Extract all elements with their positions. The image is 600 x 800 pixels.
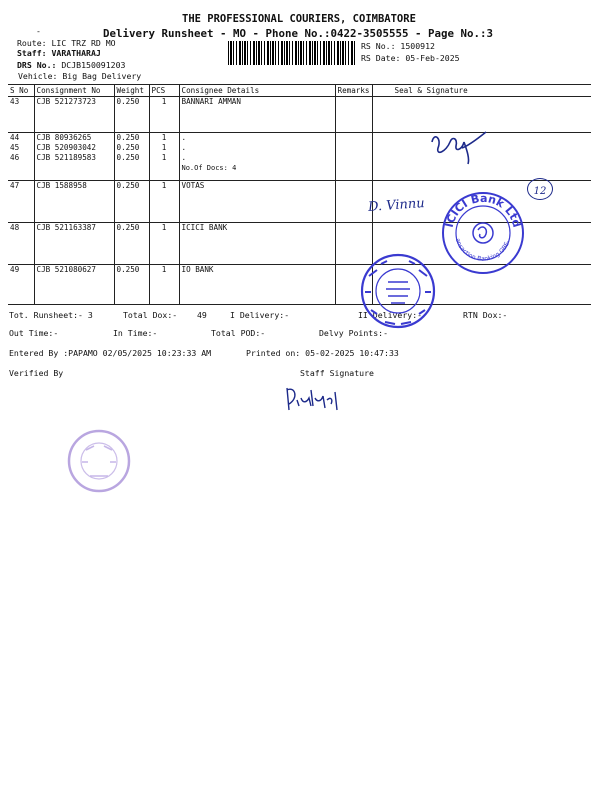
consignee: . (181, 133, 187, 142)
sno: 46 (10, 153, 20, 162)
consignment-no: CJB 521189583 (36, 153, 96, 162)
consignee: BANNARI AMMAN (181, 97, 241, 106)
company-title: THE PROFESSIONAL COURIERS, COIMBATORE (182, 13, 416, 25)
icici-stamp-subtext: Transaction Banking GBE-18 (438, 185, 512, 263)
bank-round-stamp (355, 252, 441, 334)
total-dox-value: 49 (197, 310, 207, 320)
table-header-row (8, 85, 591, 97)
consignee: ICICI BANK (181, 223, 228, 232)
faded-purple-stamp (64, 428, 134, 498)
sno: 45 (10, 143, 20, 152)
pcs: 1 (161, 143, 167, 152)
tot-runsheet: Tot. Runsheet:- 3 (9, 310, 93, 320)
header-mark: - (36, 26, 41, 36)
pcs: 1 (161, 133, 167, 142)
consignment-no: CJB 521273723 (36, 97, 96, 106)
staff-signature-label: Staff Signature (300, 368, 374, 378)
pcs: 1 (161, 153, 167, 162)
drs-label: DRS No.: (17, 60, 57, 70)
in-time: In Time:- (113, 328, 158, 338)
staff-label: Staff: VARATHARAJ (17, 48, 101, 58)
rtn-dox: RTN Dox:- (463, 310, 508, 320)
entered-by: Entered By :PAPAMO 02/05/2025 10:23:33 AM (9, 348, 212, 358)
table-row (8, 97, 591, 133)
verified-by: Verified By (9, 368, 64, 378)
sno: 49 (10, 265, 20, 274)
rs-number: RS No.: 1500912 (361, 41, 435, 51)
drs-value: DCJB150091203 (61, 60, 126, 70)
sno: 43 (10, 97, 20, 106)
staff-signature (283, 384, 347, 418)
weight: 0.250 (116, 223, 140, 232)
consignee: . (181, 153, 187, 162)
col-sno: S No (8, 85, 34, 97)
col-seal: Seal & Signature (372, 85, 591, 97)
printed-on: Printed on: 05-02-2025 10:47:33 (246, 348, 399, 358)
col-consignee: Consignee Details (179, 85, 335, 97)
pcs: 1 (161, 223, 167, 232)
consignee: IO BANK (181, 265, 214, 274)
consignment-no: CJB 1588958 (36, 181, 87, 190)
runsheet-subtitle: Delivery Runsheet - MO - Phone No.:0422-3505555 - Page No.:3 (103, 27, 494, 40)
sno: 48 (10, 223, 20, 232)
weight: 0.250 (116, 181, 140, 190)
circled-number (527, 178, 553, 200)
col-weight: Weight (114, 85, 149, 97)
total-dox-label: Total Dox:- (123, 310, 178, 320)
consignee: VOTAS (181, 181, 205, 190)
signature-row44 (428, 128, 488, 168)
pcs: 1 (161, 265, 167, 274)
consignee: . (181, 143, 187, 152)
total-pod: Total POD:- (211, 328, 266, 338)
weight: 0.250 (116, 143, 140, 152)
out-time: Out Time:- (9, 328, 59, 338)
route-label: Route: LIC TRZ RD MO (17, 38, 116, 48)
rs-date: RS Date: 05-Feb-2025 (361, 53, 460, 63)
ii-delivery: II Delivery:- (358, 310, 423, 320)
sno: 44 (10, 133, 20, 142)
barcode (228, 41, 355, 65)
pcs: 1 (161, 97, 167, 106)
weight: 0.250 (116, 133, 140, 142)
pcs: 1 (161, 181, 167, 190)
consignment-no: CJB 80936265 (36, 133, 92, 142)
weight: 0.250 (116, 153, 140, 162)
icici-stamp-text: ICICI Bank Ltd (442, 191, 524, 229)
delvy-points: Delvy Points:- (319, 328, 389, 338)
consignment-no: CJB 521163387 (36, 223, 96, 232)
consignment-no: CJB 521080627 (36, 265, 96, 274)
docs-count: No.Of Docs: 4 (181, 164, 237, 172)
vehicle-label: Vehicle: Big Bag Delivery (18, 71, 142, 81)
col-remarks: Remarks (335, 85, 372, 97)
table-row (8, 133, 591, 181)
sno: 47 (10, 181, 20, 190)
consignment-no: CJB 520903042 (36, 143, 96, 152)
circled-number-text: 12 (533, 186, 547, 197)
weight: 0.250 (116, 265, 140, 274)
weight: 0.250 (116, 97, 140, 106)
col-consignment: Consignment No (34, 85, 114, 97)
drs-number (17, 60, 125, 70)
i-delivery: I Delivery:- (230, 310, 290, 320)
icici-bank-stamp (438, 185, 526, 280)
signature-row48: D. Vinnu (367, 196, 426, 215)
col-pcs: PCS (149, 85, 179, 97)
